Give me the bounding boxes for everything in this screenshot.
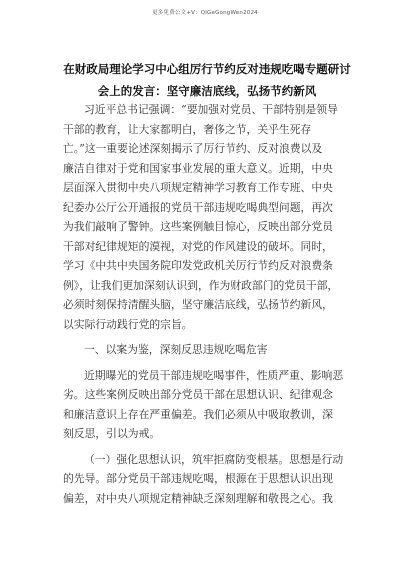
paragraph-subsection — [63, 450, 353, 509]
section-heading — [63, 340, 353, 360]
text-line: （一）强化思想认识，筑牢拒腐防变根基。思想是行动 — [84, 452, 344, 466]
text-line: 刻反思，引以为戒。 — [63, 427, 161, 440]
title-line: 在财政局理论学习中心组厉行节约反对违规吃喝专题研讨 — [63, 62, 351, 76]
text-line: 为我们敲响了警钟。这些案例触目惊心，反映出部分党员 — [63, 220, 333, 233]
paragraph-cases — [63, 366, 353, 444]
header-note: 更多免费公文+V：QiGeGongWen2024 — [152, 10, 258, 16]
text-line: 和廉洁意识上存在严重偏差。我们必须从中吸取教训，深 — [63, 407, 333, 421]
document-title — [62, 58, 352, 102]
text-line: 近期曝光的党员干部违规吃喝事件，性质严重、影响恶 — [84, 368, 344, 382]
text-line: 偏差，对中央八项规定精神缺乏深刻理解和敬畏之心。我 — [63, 491, 333, 505]
text-line: 例》，让我们更加深刻认识到，作为财政部门的党员干部， — [63, 278, 339, 292]
text-line: 的先导。部分党员干部违规吃喝，根源在于思想认识出现 — [63, 472, 333, 485]
paragraph-intro — [63, 100, 353, 334]
text-line: 习近平总书记强调：“要加强对党员、干部特别是领导 — [84, 103, 338, 116]
text-line: 层面深入贯彻中央八项规定精神学习教育工作专班、中央 — [63, 181, 333, 194]
title-line: 会上的发言：坚守廉洁底线，弘扬节约新风 — [97, 84, 317, 98]
document-body — [63, 100, 353, 508]
heading-line: 一、以案为鉴，深刻反思违规吃喝危害 — [84, 343, 268, 356]
text-line: 以实际行动践行党的宗旨。 — [63, 317, 193, 331]
text-line: 干部的教育，让大家都明白，奢侈之节，关乎生死存 — [63, 122, 312, 136]
text-line: 学习《中共中央国务院印发党政机关厉行节约反对浪费条 — [63, 259, 333, 272]
text-line: 廉洁自律对于党和国家事业发展的重大意义。近期，中央 — [63, 161, 333, 175]
text-line: 必须时刻保持清醒头脑，坚守廉洁底线，弘扬节约新风， — [63, 298, 333, 311]
text-line: 干部对纪律规矩的漠视，对党的作风建设的破坏。同时， — [63, 239, 333, 253]
text-line: 纪委办公厅公开通报的党员干部违规吃喝典型问题，再次 — [63, 200, 333, 214]
text-line: 劣。这些案例反映出部分党员干部在思想认识、纪律观念 — [63, 388, 333, 401]
text-line: 亡。”这一重要论述深刻揭示了厉行节约、反对浪费以及 — [63, 142, 323, 155]
